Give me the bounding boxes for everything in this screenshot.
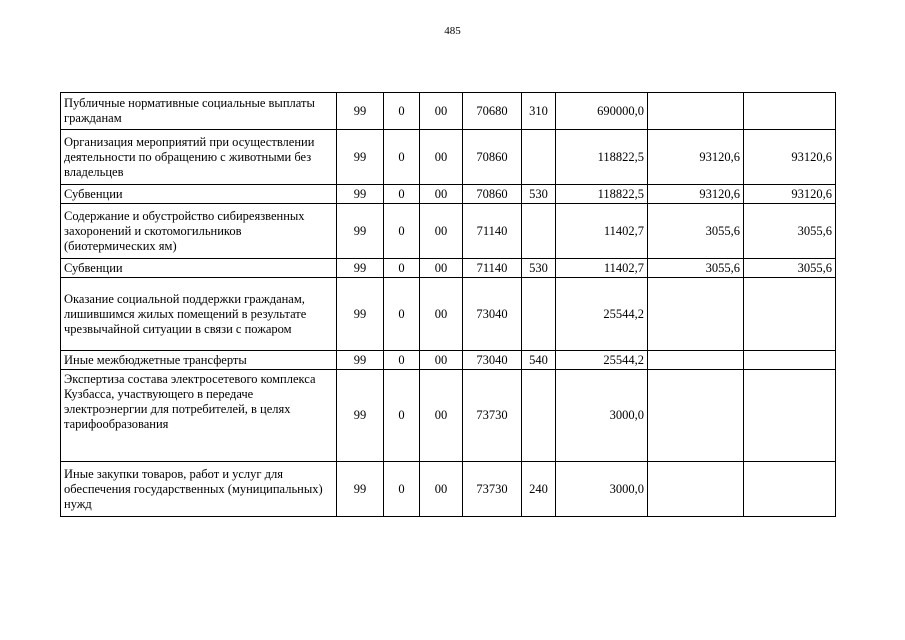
amount-year-2	[648, 462, 744, 517]
amount-year-2	[648, 278, 744, 351]
expense-code: 73730	[463, 462, 522, 517]
amount-year-2: 93120,6	[648, 130, 744, 185]
expense-code: 71140	[463, 259, 522, 278]
direction-code: 00	[420, 130, 463, 185]
amount-year-2: 3055,6	[648, 204, 744, 259]
row-name: Субвенции	[61, 185, 337, 204]
table-row	[61, 204, 836, 259]
program-code: 99	[337, 259, 384, 278]
amount-year-2	[648, 370, 744, 462]
direction-code: 00	[420, 204, 463, 259]
program-code: 99	[337, 370, 384, 462]
table-row	[61, 462, 836, 517]
amount-year-1: 3000,0	[556, 370, 648, 462]
subprogram-code: 0	[384, 278, 420, 351]
amount-year-2	[648, 93, 744, 130]
direction-code: 00	[420, 185, 463, 204]
program-code: 99	[337, 185, 384, 204]
subprogram-code: 0	[384, 130, 420, 185]
expense-type-code: 310	[522, 93, 556, 130]
amount-year-1: 118822,5	[556, 130, 648, 185]
program-code: 99	[337, 204, 384, 259]
page-number: 485	[444, 25, 461, 37]
subprogram-code: 0	[384, 259, 420, 278]
amount-year-1: 25544,2	[556, 351, 648, 370]
table-row	[61, 351, 836, 370]
expense-code: 70680	[463, 93, 522, 130]
subprogram-code: 0	[384, 462, 420, 517]
row-name: Публичные нормативные социальные выплаты гражданам	[61, 93, 337, 130]
expense-type-code: 530	[522, 185, 556, 204]
amount-year-3	[744, 278, 836, 351]
expense-type-code	[522, 370, 556, 462]
table-row	[61, 130, 836, 185]
expense-code: 73040	[463, 351, 522, 370]
program-code: 99	[337, 93, 384, 130]
expense-type-code	[522, 130, 556, 185]
program-code: 99	[337, 130, 384, 185]
expense-code: 71140	[463, 204, 522, 259]
amount-year-1: 25544,2	[556, 278, 648, 351]
table-row	[61, 185, 836, 204]
amount-year-1: 11402,7	[556, 204, 648, 259]
budget-table	[60, 92, 836, 517]
amount-year-1: 11402,7	[556, 259, 648, 278]
expense-type-code: 240	[522, 462, 556, 517]
amount-year-2: 93120,6	[648, 185, 744, 204]
subprogram-code: 0	[384, 351, 420, 370]
table-row	[61, 259, 836, 278]
amount-year-3: 3055,6	[744, 259, 836, 278]
expense-code: 70860	[463, 185, 522, 204]
expense-code: 73730	[463, 370, 522, 462]
expense-type-code: 530	[522, 259, 556, 278]
table-row	[61, 370, 836, 462]
direction-code: 00	[420, 351, 463, 370]
direction-code: 00	[420, 93, 463, 130]
amount-year-3	[744, 351, 836, 370]
expense-type-code	[522, 204, 556, 259]
amount-year-3	[744, 93, 836, 130]
amount-year-1: 3000,0	[556, 462, 648, 517]
program-code: 99	[337, 278, 384, 351]
expense-code: 73040	[463, 278, 522, 351]
amount-year-1: 690000,0	[556, 93, 648, 130]
expense-code: 70860	[463, 130, 522, 185]
direction-code: 00	[420, 462, 463, 517]
amount-year-1: 118822,5	[556, 185, 648, 204]
program-code: 99	[337, 462, 384, 517]
row-name: Иные закупки товаров, работ и услуг для обеспечения государственных (муниципальных) нужд	[61, 462, 337, 517]
amount-year-3: 93120,6	[744, 185, 836, 204]
subprogram-code: 0	[384, 93, 420, 130]
budget-table-body	[61, 93, 836, 517]
subprogram-code: 0	[384, 370, 420, 462]
row-name: Субвенции	[61, 259, 337, 278]
table-row	[61, 93, 836, 130]
amount-year-3	[744, 370, 836, 462]
subprogram-code: 0	[384, 204, 420, 259]
amount-year-3: 93120,6	[744, 130, 836, 185]
amount-year-3	[744, 462, 836, 517]
subprogram-code: 0	[384, 185, 420, 204]
row-name: Иные межбюджетные трансферты	[61, 351, 337, 370]
program-code: 99	[337, 351, 384, 370]
row-name: Экспертиза состава электросетевого комплекса Кузбасса, участвующего в передаче электроэнергии для потребителей, в целях тарифообразования	[61, 370, 337, 462]
amount-year-3: 3055,6	[744, 204, 836, 259]
row-name: Организация мероприятий при осуществлении деятельности по обращению с животными без владельцев	[61, 130, 337, 185]
table-row	[61, 278, 836, 351]
direction-code: 00	[420, 259, 463, 278]
direction-code: 00	[420, 370, 463, 462]
amount-year-2	[648, 351, 744, 370]
row-name: Оказание социальной поддержки гражданам, лишившимся жилых помещений в результате чрезвычайной ситуации в связи с пожаром	[61, 278, 337, 351]
amount-year-2: 3055,6	[648, 259, 744, 278]
direction-code: 00	[420, 278, 463, 351]
expense-type-code: 540	[522, 351, 556, 370]
row-name: Содержание и обустройство сибиреязвенных захоронений и скотомогильников (биотермических ям)	[61, 204, 337, 259]
expense-type-code	[522, 278, 556, 351]
